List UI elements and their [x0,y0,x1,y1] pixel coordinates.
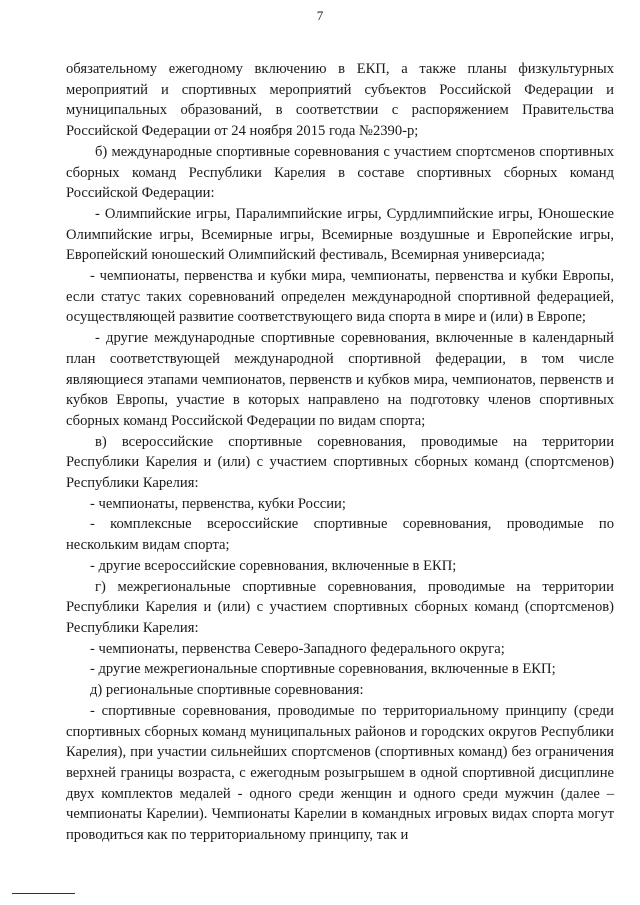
list-item-other-interregional: - другие межрегиональные спортивные соревнования, включенные в ЕКП; [90,661,556,678]
document-body [66,59,614,846]
list-item-complex-competitions: - комплексные всероссийские спортивные соревнования, проводимые по нескольким видам спорта; [66,516,614,554]
paragraph-item-d: д) региональные спортивные соревнования: [90,682,364,699]
list-item-other-international: - другие международные спортивные соревнования, включенные в календарный план соответствующей международной спортивной федерации, в том числе являющиеся этапами чемпионатов, первенств и кубков мира, чемпионатов, первенств и кубков Европы, участие в которых направлено на подготовку членов спортивных сборных команд Российской Федерации по видам спорта; [66,330,614,429]
page-number: 7 [316,8,324,23]
paragraph-item-g: г) межрегиональные спортивные соревнования, проводимые на территории Республики Карелия и (или) с участием спортивных сборных команд (спортсменов) Республики Карелия: [66,578,614,636]
footer-rule [12,893,75,894]
paragraph-continuation: обязательному ежегодному включению в ЕКП, а также планы физкультурных мероприятий и спортивных мероприятий субъектов Российской Федерации и муниципальных образований, в соответствии с распоряжением Правительства Российской Федерации от 24 ноября 2015 года №2390-р; [66,61,614,140]
list-item-territorial: - спортивные соревнования, проводимые по территориальному принципу (среди спортивных сборных команд муниципальных районов и городских округов Республики Карелия), при участии сильнейших спортсменов (спортивных команд) без ограничения верхней границы возраста, с ежегодным розыгрышем в одной спортивной дисциплине двух комплектов медалей - одного среди женщин и одного среди мужчин (далее – чемпионаты Карелии). Чемпионаты Карелии в командных игровых видах спорта могут проводиться как по территориальному принципу, так и [66,702,614,844]
list-item-russian-championships: - чемпионаты, первенства, кубки России; [90,495,346,512]
list-item-nw-district: - чемпионаты, первенства Северо-Западного федерального округа; [90,640,505,657]
paragraph-item-b: б) международные спортивные соревнования с участием спортсменов спортивных сборных команд Республики Карелия в составе спортивных сборных команд Российской Федерации: [66,143,614,202]
paragraph-item-v: в) всероссийские спортивные соревнования, проводимые на территории Республики Карелия и (или) с участием спортивных сборных команд (спортсменов) Республики Карелия: [66,433,614,492]
list-item-other-all-russian: - другие всероссийские соревнования, включенные в ЕКП; [90,557,457,574]
list-item-world-championships: - чемпионаты, первенства и кубки мира, чемпионаты, первенства и кубки Европы, если статус таких соревнований определен международной спортивной федерацией, осуществляющей развитие соответствующего вида спорта в мире и (или) в Европе; [66,268,614,326]
list-item-olympic-games: - Олимпийские игры, Паралимпийские игры, Сурдлимпийские игры, Юношеские Олимпийские игры, Всемирные игры, Всемирные воздушные и Европейские игры, Европейский юношеский Олимпийский фестиваль, Всемирная универсиада; [66,205,614,264]
